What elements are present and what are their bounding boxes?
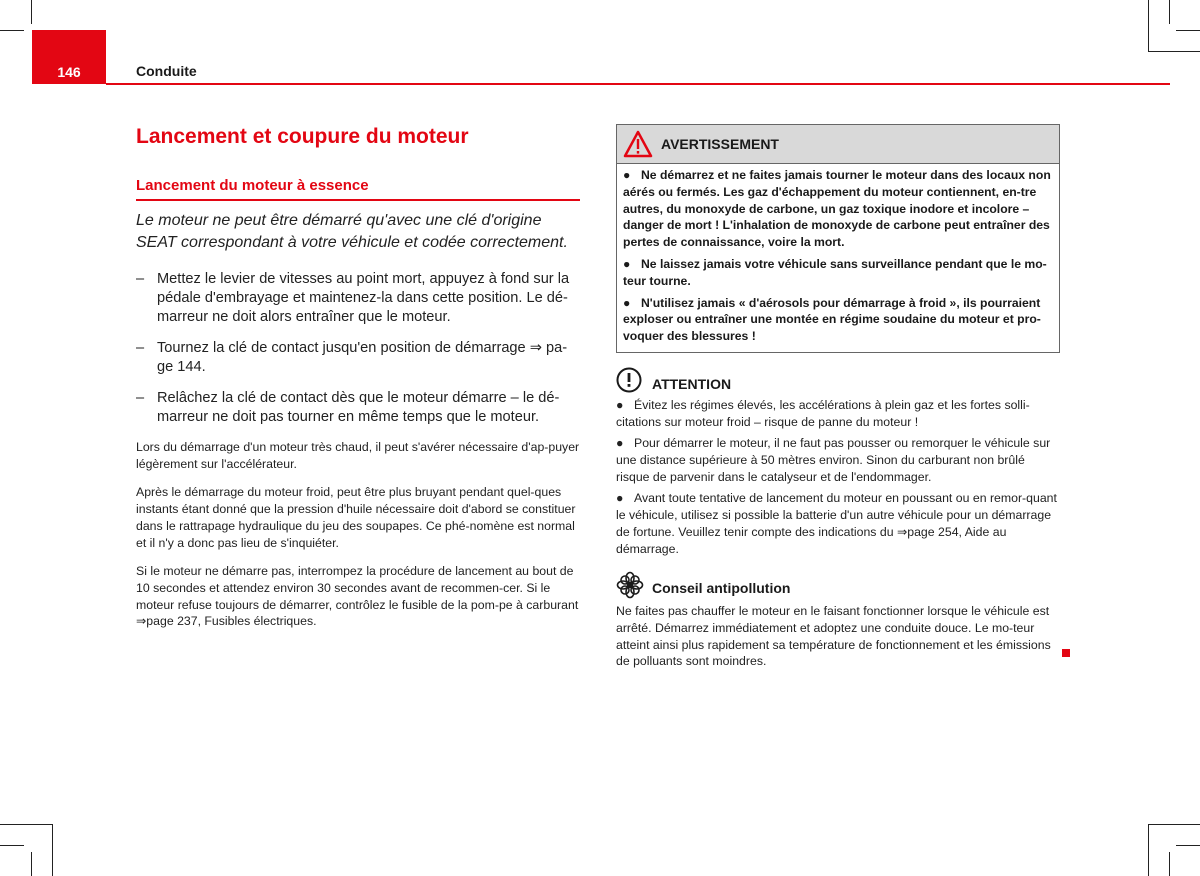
section-title: Conduite (136, 63, 197, 79)
crop-mark (0, 845, 24, 846)
warning-item-text: Ne laissez jamais votre véhicule sans surveillance pendant que le mo-teur tourne. (623, 256, 1047, 288)
crop-mark (31, 0, 32, 24)
crop-mark (1148, 824, 1200, 825)
crop-mark (31, 852, 32, 876)
crop-mark (1169, 852, 1170, 876)
bullet: ● (623, 256, 631, 271)
attention-exclamation-icon (616, 367, 642, 393)
eco-title: Conseil antipollution (652, 580, 791, 597)
step-dash: – (136, 340, 145, 356)
crop-mark (1176, 845, 1200, 846)
warning-item-text: Ne démarrez et ne faites jamais tourner le moteur dans des locaux non aérés ou fermés. Les gaz d'échappement du moteur contiennent, en-tre autres, du monoxyde de carbone, un gaz toxique inodore et incolore – danger de mort ! L'inhalation de monoxyde de carbone peut entraîner des pertes de connaissance, voire la mort. (623, 168, 1051, 250)
end-of-section-marker (1062, 649, 1070, 657)
bullet: ● (616, 491, 624, 506)
crop-mark (52, 824, 53, 876)
attention-item (616, 435, 1060, 485)
bullet: ● (623, 295, 631, 310)
step-item (136, 270, 580, 327)
attention-item (616, 490, 1060, 557)
warning-item (623, 167, 1053, 251)
warning-title: AVERTISSEMENT (661, 136, 779, 152)
warning-triangle-icon (623, 130, 653, 158)
step-dash: – (136, 271, 145, 287)
eco-header (616, 571, 1060, 599)
attention-title: ATTENTION (652, 375, 732, 392)
attention-item-text: Avant toute tentative de lancement du moteur en poussant ou en remor-quant le véhicule, utilisez si possible la batterie d'un autre véhicule pour un démarrage de fortune. Veuillez tenir compte des indications du ⇒page 254, Aide au démarrage. (616, 491, 1057, 556)
right-column (616, 124, 1060, 670)
crop-mark (1148, 51, 1200, 52)
warning-item (623, 295, 1053, 345)
step-dash: – (136, 390, 145, 406)
header-rule (106, 83, 1170, 85)
step-text: Mettez le levier de vitesses au point mort, appuyez à fond sur la pédale d'embrayage et maintenez-la dans cette position. Le dé-marreur ne doit alors entraîner que le moteur. (157, 271, 570, 325)
page-title: Lancement et coupure du moteur (136, 125, 469, 148)
page-number-tab (32, 30, 106, 84)
warning-header (617, 125, 1059, 164)
crop-mark (1148, 0, 1149, 52)
attention-item-text: Évitez les régimes élevés, les accélérations à plein gaz et les fortes solli-citations sur moteur froid – risque de panne du moteur ! (616, 397, 1030, 429)
body-paragraph: Lors du démarrage d'un moteur très chaud, il peut s'avérer nécessaire d'ap-puyer légèrement sur l'accélérateur. (136, 440, 580, 471)
bullet: ● (616, 436, 624, 451)
step-text: Tournez la clé de contact jusqu'en position de démarrage ⇒ pa-ge 144. (157, 340, 568, 375)
crop-mark (1169, 0, 1170, 24)
step-text: Relâchez la clé de contact dès que le moteur démarre – le dé-marreur ne doit pas tourner en même temps que le moteur. (157, 390, 560, 425)
bullet: ● (623, 168, 631, 182)
page-number: 146 (57, 64, 81, 80)
crop-mark (1148, 824, 1149, 876)
left-column (136, 120, 580, 642)
warning-body (617, 164, 1059, 352)
step-item (136, 339, 580, 377)
warning-box (616, 124, 1060, 353)
attention-item-text: Pour démarrer le moteur, il ne faut pas pousser ou remorquer le véhicule sur une distance supérieure à 50 mètres environ. Sinon du carburant non brûlé risque de parvenir dans le catalyseur et de l'endommager. (616, 436, 1051, 484)
intro-text: Le moteur ne peut être démarré qu'avec une clé d'origine SEAT correspondant à votre véhicule et codée correctement. (136, 212, 568, 251)
step-item (136, 389, 580, 427)
eco-text: Ne faites pas chauffer le moteur en le faisant fonctionner lorsque le véhicule est arrêté. Démarrez immédiatement et adoptez une conduite douce. Le mo-teur atteint ainsi plus rapidement sa température de fonctionnement et les émissions de polluants sont moindres. (616, 604, 1051, 669)
body-paragraph: Si le moteur ne démarre pas, interrompez la procédure de lancement au bout de 10 secondes et attendez environ 30 secondes avant de recommen-cer. Si le moteur refuse toujours de démarrer, contrôlez le fusible de la pom-pe à carburant ⇒page 237, Fusibles électriques. (136, 564, 579, 629)
subsection-title: Lancement du moteur à essence (136, 176, 580, 201)
warning-item (623, 256, 1053, 290)
attention-body (616, 397, 1060, 557)
steps-list (136, 270, 580, 427)
body-paragraph: Après le démarrage du moteur froid, peut être plus bruyant pendant quel-ques instants étant donné que la pression d'huile nécessaire doit d'abord se constituer dans le rattrapage hydraulique du jeu des soupapes. Ce phé-nomène est normal et il n'y a donc pas lieu de s'inquiéter. (136, 485, 576, 550)
crop-mark (0, 30, 24, 31)
flower-eco-icon (616, 571, 644, 599)
warning-item-text: N'utilisez jamais « d'aérosols pour démarrage à froid », ils pourraient exploser ou entraîner une montée en régime soudaine du moteur et pro-voquer des blessures ! (623, 295, 1041, 344)
attention-item (616, 397, 1060, 430)
crop-mark (0, 824, 52, 825)
crop-mark (1176, 30, 1200, 31)
bullet: ● (616, 397, 624, 412)
attention-header (616, 367, 1060, 393)
